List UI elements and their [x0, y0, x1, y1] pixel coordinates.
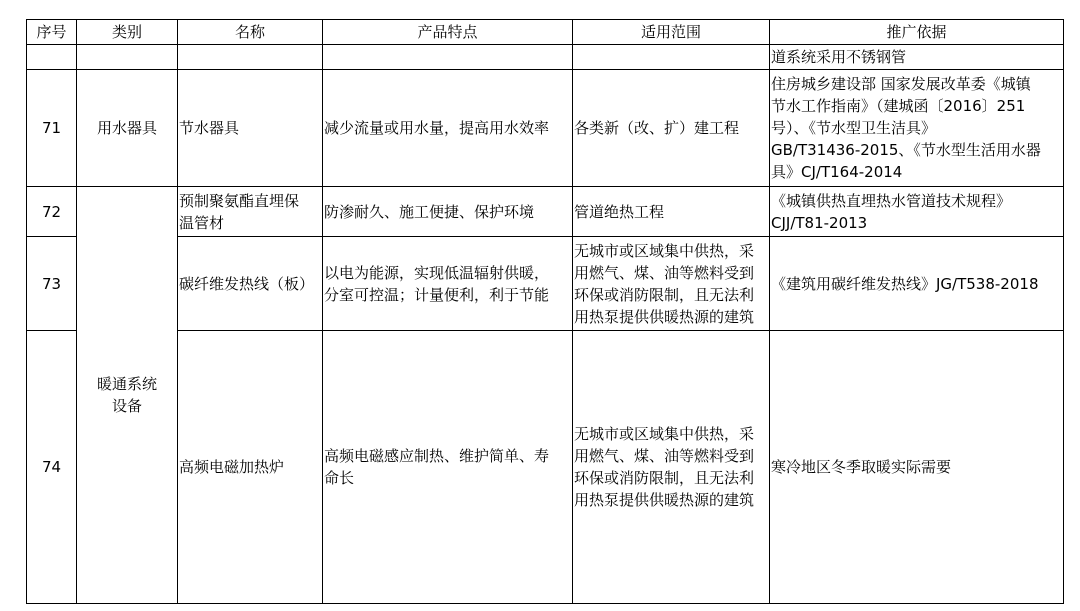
standards-table	[26, 19, 1064, 604]
cell-basis: 寒冷地区冬季取暖实际需要	[770, 331, 1064, 604]
cell-no: 73	[27, 237, 77, 331]
header-features: 产品特点	[323, 20, 573, 45]
cell-features: 减少流量或用水量，提高用水效率	[323, 70, 573, 187]
cell-features: 防渗耐久、施工便捷、保护环境	[323, 187, 573, 237]
table-row	[27, 331, 1064, 604]
cell-name: 碳纤维发热线（板）	[178, 237, 323, 331]
header-scope: 适用范围	[573, 20, 770, 45]
cell-scope: 管道绝热工程	[573, 187, 770, 237]
cell-scope: 各类新（改、扩）建工程	[573, 70, 770, 187]
cell-name	[178, 45, 323, 70]
cell-category: 用水器具	[77, 70, 178, 187]
cell-no: 74	[27, 331, 77, 604]
header-no: 序号	[27, 20, 77, 45]
cell-name: 预制聚氨酯直埋保 温管材	[178, 187, 323, 237]
header-name: 名称	[178, 20, 323, 45]
header-basis: 推广依据	[770, 20, 1064, 45]
cell-basis: 住房城乡建设部 国家发展改革委《城镇 节水工作指南》（建城函〔2016〕251 号）、《节水型卫生洁具》 GB/T31436-2015、《节水型生活用水器 具》CJ/T164-2014	[770, 70, 1064, 187]
table-row	[27, 70, 1064, 187]
cell-scope	[573, 45, 770, 70]
table-row-continuation	[27, 45, 1064, 70]
header-row	[27, 20, 1064, 45]
cell-no: 72	[27, 187, 77, 237]
cell-name: 节水器具	[178, 70, 323, 187]
cell-category: 暖通系统 设备	[77, 187, 178, 604]
cell-no	[27, 45, 77, 70]
cell-category	[77, 45, 178, 70]
cell-basis: 《建筑用碳纤维发热线》JG/T538-2018	[770, 237, 1064, 331]
table-row	[27, 237, 1064, 331]
cell-no: 71	[27, 70, 77, 187]
cell-basis: 《城镇供热直埋热水管道技术规程》 CJJ/T81-2013	[770, 187, 1064, 237]
cell-features	[323, 45, 573, 70]
cell-basis: 道系统采用不锈钢管	[770, 45, 1064, 70]
table-row	[27, 187, 1064, 237]
cell-features: 以电为能源，实现低温辐射供暖， 分室可控温；计量便利，利于节能	[323, 237, 573, 331]
cell-scope: 无城市或区域集中供热，采 用燃气、煤、油等燃料受到 环保或消防限制，且无法利 用热泵提供供暖热源的建筑	[573, 237, 770, 331]
header-category: 类别	[77, 20, 178, 45]
cell-scope: 无城市或区域集中供热，采 用燃气、煤、油等燃料受到 环保或消防限制，且无法利 用热泵提供供暖热源的建筑	[573, 331, 770, 604]
cell-features: 高频电磁感应制热、维护简单、寿 命长	[323, 331, 573, 604]
cell-name: 高频电磁加热炉	[178, 331, 323, 604]
